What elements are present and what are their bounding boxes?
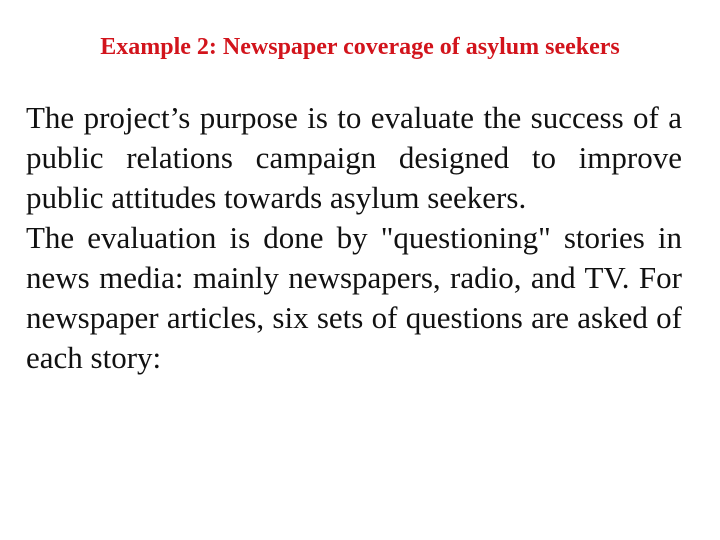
slide-title: Example 2: Newspaper coverage of asylum seekers: [100, 34, 620, 60]
body-paragraph-purpose: The project’s purpose is to evaluate the success of a public relations campaign designed to improve public attitudes towards asylum seekers.: [26, 100, 682, 215]
slide-body: [26, 98, 682, 378]
body-paragraph-evaluation: The evaluation is done by "questioning" stories in news media: mainly newspapers, radio, and TV. For newspaper articles, six sets of questions are asked of each story:: [26, 220, 682, 375]
